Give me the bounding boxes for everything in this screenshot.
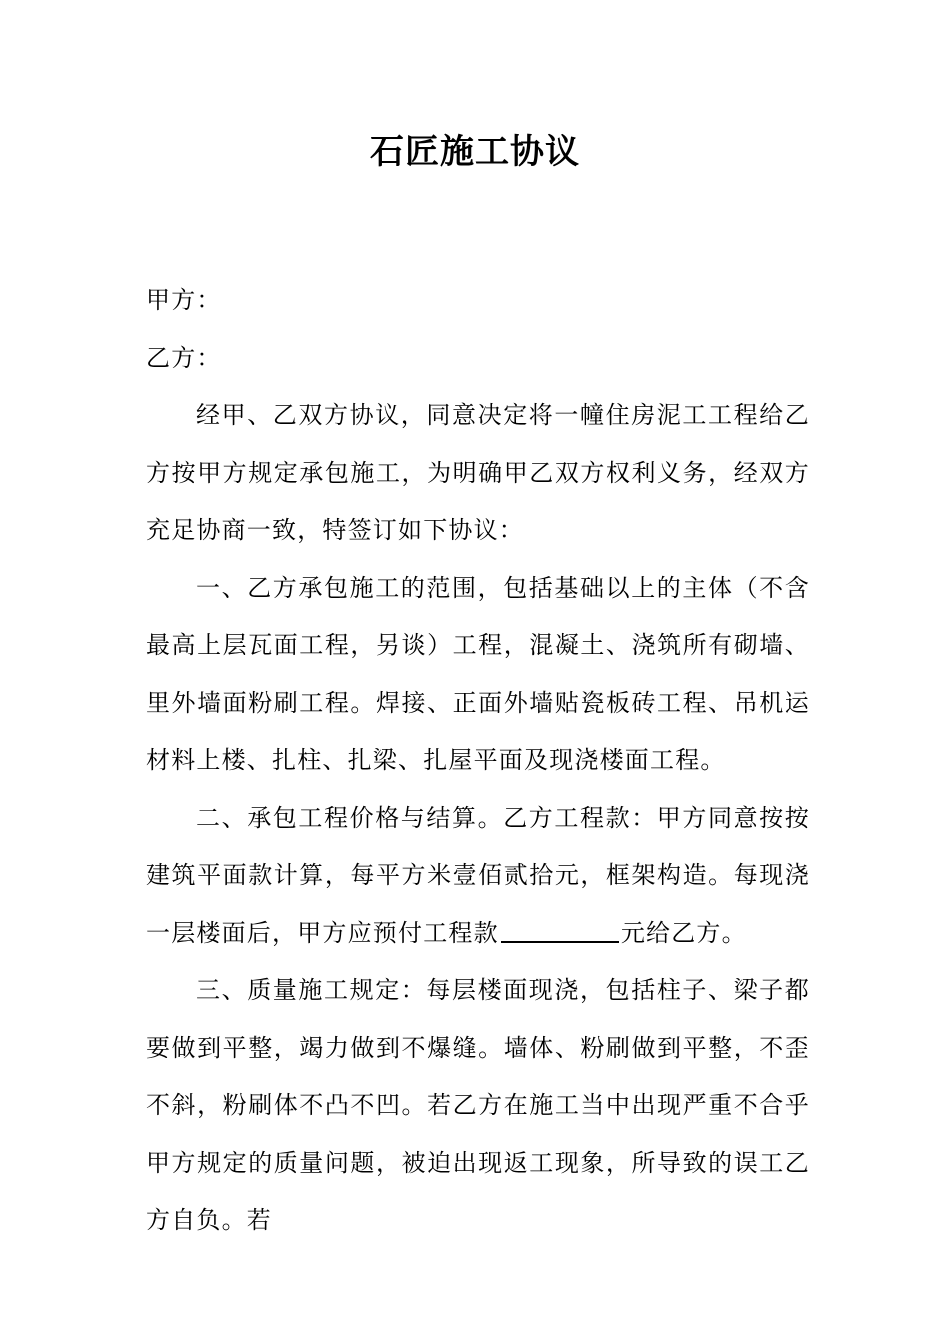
party-b-line: 乙方： bbox=[146, 343, 222, 372]
clause-2-text-after-blank: 元给乙方。 bbox=[620, 918, 747, 947]
clause-2-text-before-blank: 二、承包工程价格与结算。乙方工程款：甲方同意按按建筑平面款计算，每平方米壹佰贰拾元，框架构造。每现浇一层楼面后，甲方应预付工程款 bbox=[146, 803, 810, 947]
intro-paragraph: 经甲、乙双方协议，同意决定将一幢住房泥工工程给乙方按甲方规定承包施工，为明确甲乙双方权利义务，经双方充足协商一致，特签订如下协议： bbox=[146, 401, 810, 544]
document-body bbox=[146, 272, 810, 1250]
document-title: 石匠施工协议 bbox=[370, 132, 580, 172]
clause-3-paragraph: 三、质量施工规定：每层楼面现浇，包括柱子、梁子都要做到平整，竭力做到不爆缝。墙体、粉刷做到平整，不歪不斜，粉刷体不凸不凹。若乙方在施工当中出现严重不合乎甲方规定的质量问题，被迫出现返工现象，所导致的误工乙方自负。若 bbox=[146, 976, 810, 1234]
party-a-line: 甲方： bbox=[146, 286, 222, 314]
clause-1-paragraph: 一、乙方承包施工的范围，包括基础以上的主体（不含最高上层瓦面工程，另谈）工程，混凝土、浇筑所有砌墙、里外墙面粉刷工程。焊接、正面外墙贴瓷板砖工程、吊机运材料上楼、扎柱、扎梁、扎屋平面及现浇楼面工程。 bbox=[146, 573, 810, 774]
payment-amount-blank bbox=[501, 917, 619, 943]
clause-2-paragraph bbox=[146, 790, 810, 963]
